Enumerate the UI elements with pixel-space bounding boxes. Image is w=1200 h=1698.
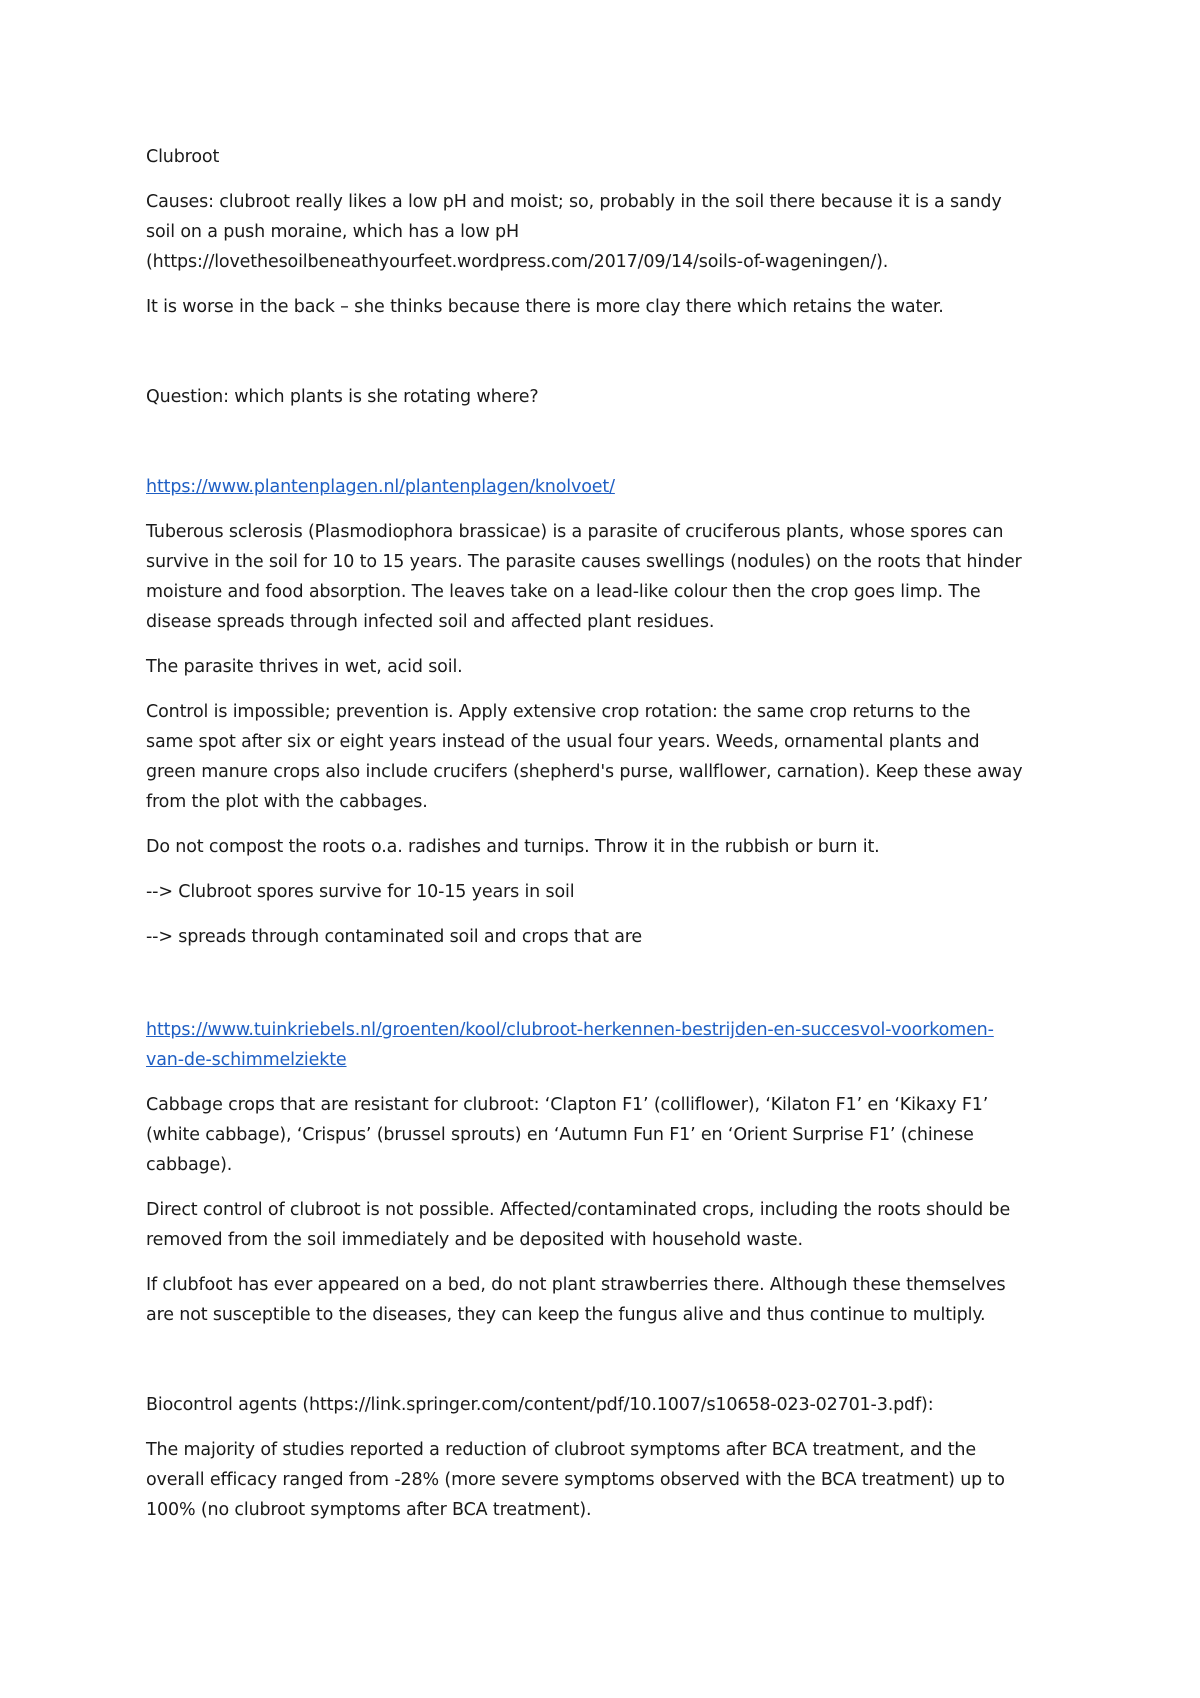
clubfoot-paragraph: [146, 1270, 1066, 1330]
tuinkriebels-link[interactable]: https://www.tuinkriebels.nl/groenten/kool/clubroot-herkennen-bestrijden-en-succesvol-voorkomen-: [146, 1020, 994, 1040]
direct-control-line: Direct control of clubroot is not possible. Affected/contaminated crops, including the roots should be: [146, 1200, 1011, 1220]
causes-line: (https://lovethesoilbeneathyourfeet.wordpress.com/2017/09/14/soils-of-wageningen/).: [146, 252, 889, 272]
arrow-note-spreads: [146, 922, 1066, 952]
causes-paragraph: [146, 187, 1066, 277]
worse-back-text: It is worse in the back – she thinks because there is more clay there which retains the water.: [146, 297, 944, 317]
arrow-note-spores: [146, 877, 1066, 907]
arrow-note-text: --> spreads through contaminated soil and crops that are: [146, 927, 643, 947]
majority-line: overall efficacy ranged from -28% (more severe symptoms observed with the BCA treatment) up to: [146, 1470, 1005, 1490]
cabbage-line: (white cabbage), ‘Crispus’ (brussel sprouts) en ‘Autumn Fun F1’ en ‘Orient Surprise F1’ (chinese: [146, 1125, 974, 1145]
biocontrol-paragraph: [146, 1390, 1066, 1420]
clubfoot-line: If clubfoot has ever appeared on a bed, do not plant strawberries there. Although these themselves: [146, 1275, 1006, 1295]
plantenplagen-link[interactable]: https://www.plantenplagen.nl/plantenplagen/knolvoet/: [146, 477, 615, 497]
tuberous-line: Tuberous sclerosis (Plasmodiophora brassicae) is a parasite of cruciferous plants, whose spores can: [146, 522, 1004, 542]
document-title: [146, 142, 1066, 172]
compost-text: Do not compost the roots o.a. radishes and turnips. Throw it in the rubbish or burn it.: [146, 837, 880, 857]
control-paragraph: [146, 697, 1066, 817]
compost-paragraph: [146, 832, 1066, 862]
tuinkriebels-link[interactable]: van-de-schimmelziekte: [146, 1050, 347, 1070]
tuberous-line: disease spreads through infected soil and affected plant residues.: [146, 612, 715, 632]
majority-line: The majority of studies reported a reduction of clubroot symptoms after BCA treatment, and the: [146, 1440, 976, 1460]
tuberous-paragraph: [146, 517, 1066, 637]
biocontrol-text: Biocontrol agents (https://link.springer.com/content/pdf/10.1007/s10658-023-02701-3.pdf):: [146, 1395, 934, 1415]
control-line: green manure crops also include crucifers (shepherd's purse, wallflower, carnation). Keep these away: [146, 762, 1023, 782]
direct-control-line: removed from the soil immediately and be deposited with household waste.: [146, 1230, 803, 1250]
cabbage-line: Cabbage crops that are resistant for clubroot: ‘Clapton F1’ (colliflower), ‘Kilaton F1’ en ‘Kikaxy F1’: [146, 1095, 989, 1115]
control-line: Control is impossible; prevention is. Apply extensive crop rotation: the same crop returns to the: [146, 702, 971, 722]
tuinkriebels-link-paragraph: [146, 1015, 1066, 1075]
question-text: Question: which plants is she rotating where?: [146, 387, 539, 407]
control-line: from the plot with the cabbages.: [146, 792, 428, 812]
causes-line: soil on a push moraine, which has a low pH: [146, 222, 519, 242]
cabbage-line: cabbage).: [146, 1155, 233, 1175]
causes-line: Causes: clubroot really likes a low pH and moist; so, probably in the soil there because it is a sandy: [146, 192, 1002, 212]
tuberous-line: moisture and food absorption. The leaves take on a lead-like colour then the crop goes limp. The: [146, 582, 981, 602]
worse-back-paragraph: [146, 292, 1066, 322]
arrow-note-text: --> Clubroot spores survive for 10-15 years in soil: [146, 882, 575, 902]
cabbage-paragraph: [146, 1090, 1066, 1180]
majority-paragraph: [146, 1435, 1066, 1525]
thrives-text: The parasite thrives in wet, acid soil.: [146, 657, 463, 677]
thrives-paragraph: [146, 652, 1066, 682]
clubfoot-line: are not susceptible to the diseases, they can keep the fungus alive and thus continue to multiply.: [146, 1305, 986, 1325]
plantenplagen-link-paragraph: [146, 472, 1066, 502]
tuberous-line: survive in the soil for 10 to 15 years. The parasite causes swellings (nodules) on the roots that hinder: [146, 552, 1022, 572]
title-text: Clubroot: [146, 147, 220, 167]
question-paragraph: [146, 382, 1066, 412]
control-line: same spot after six or eight years instead of the usual four years. Weeds, ornamental plants and: [146, 732, 980, 752]
majority-line: 100% (no clubroot symptoms after BCA treatment).: [146, 1500, 592, 1520]
direct-control-paragraph: [146, 1195, 1066, 1255]
document-page: [146, 142, 1066, 1525]
